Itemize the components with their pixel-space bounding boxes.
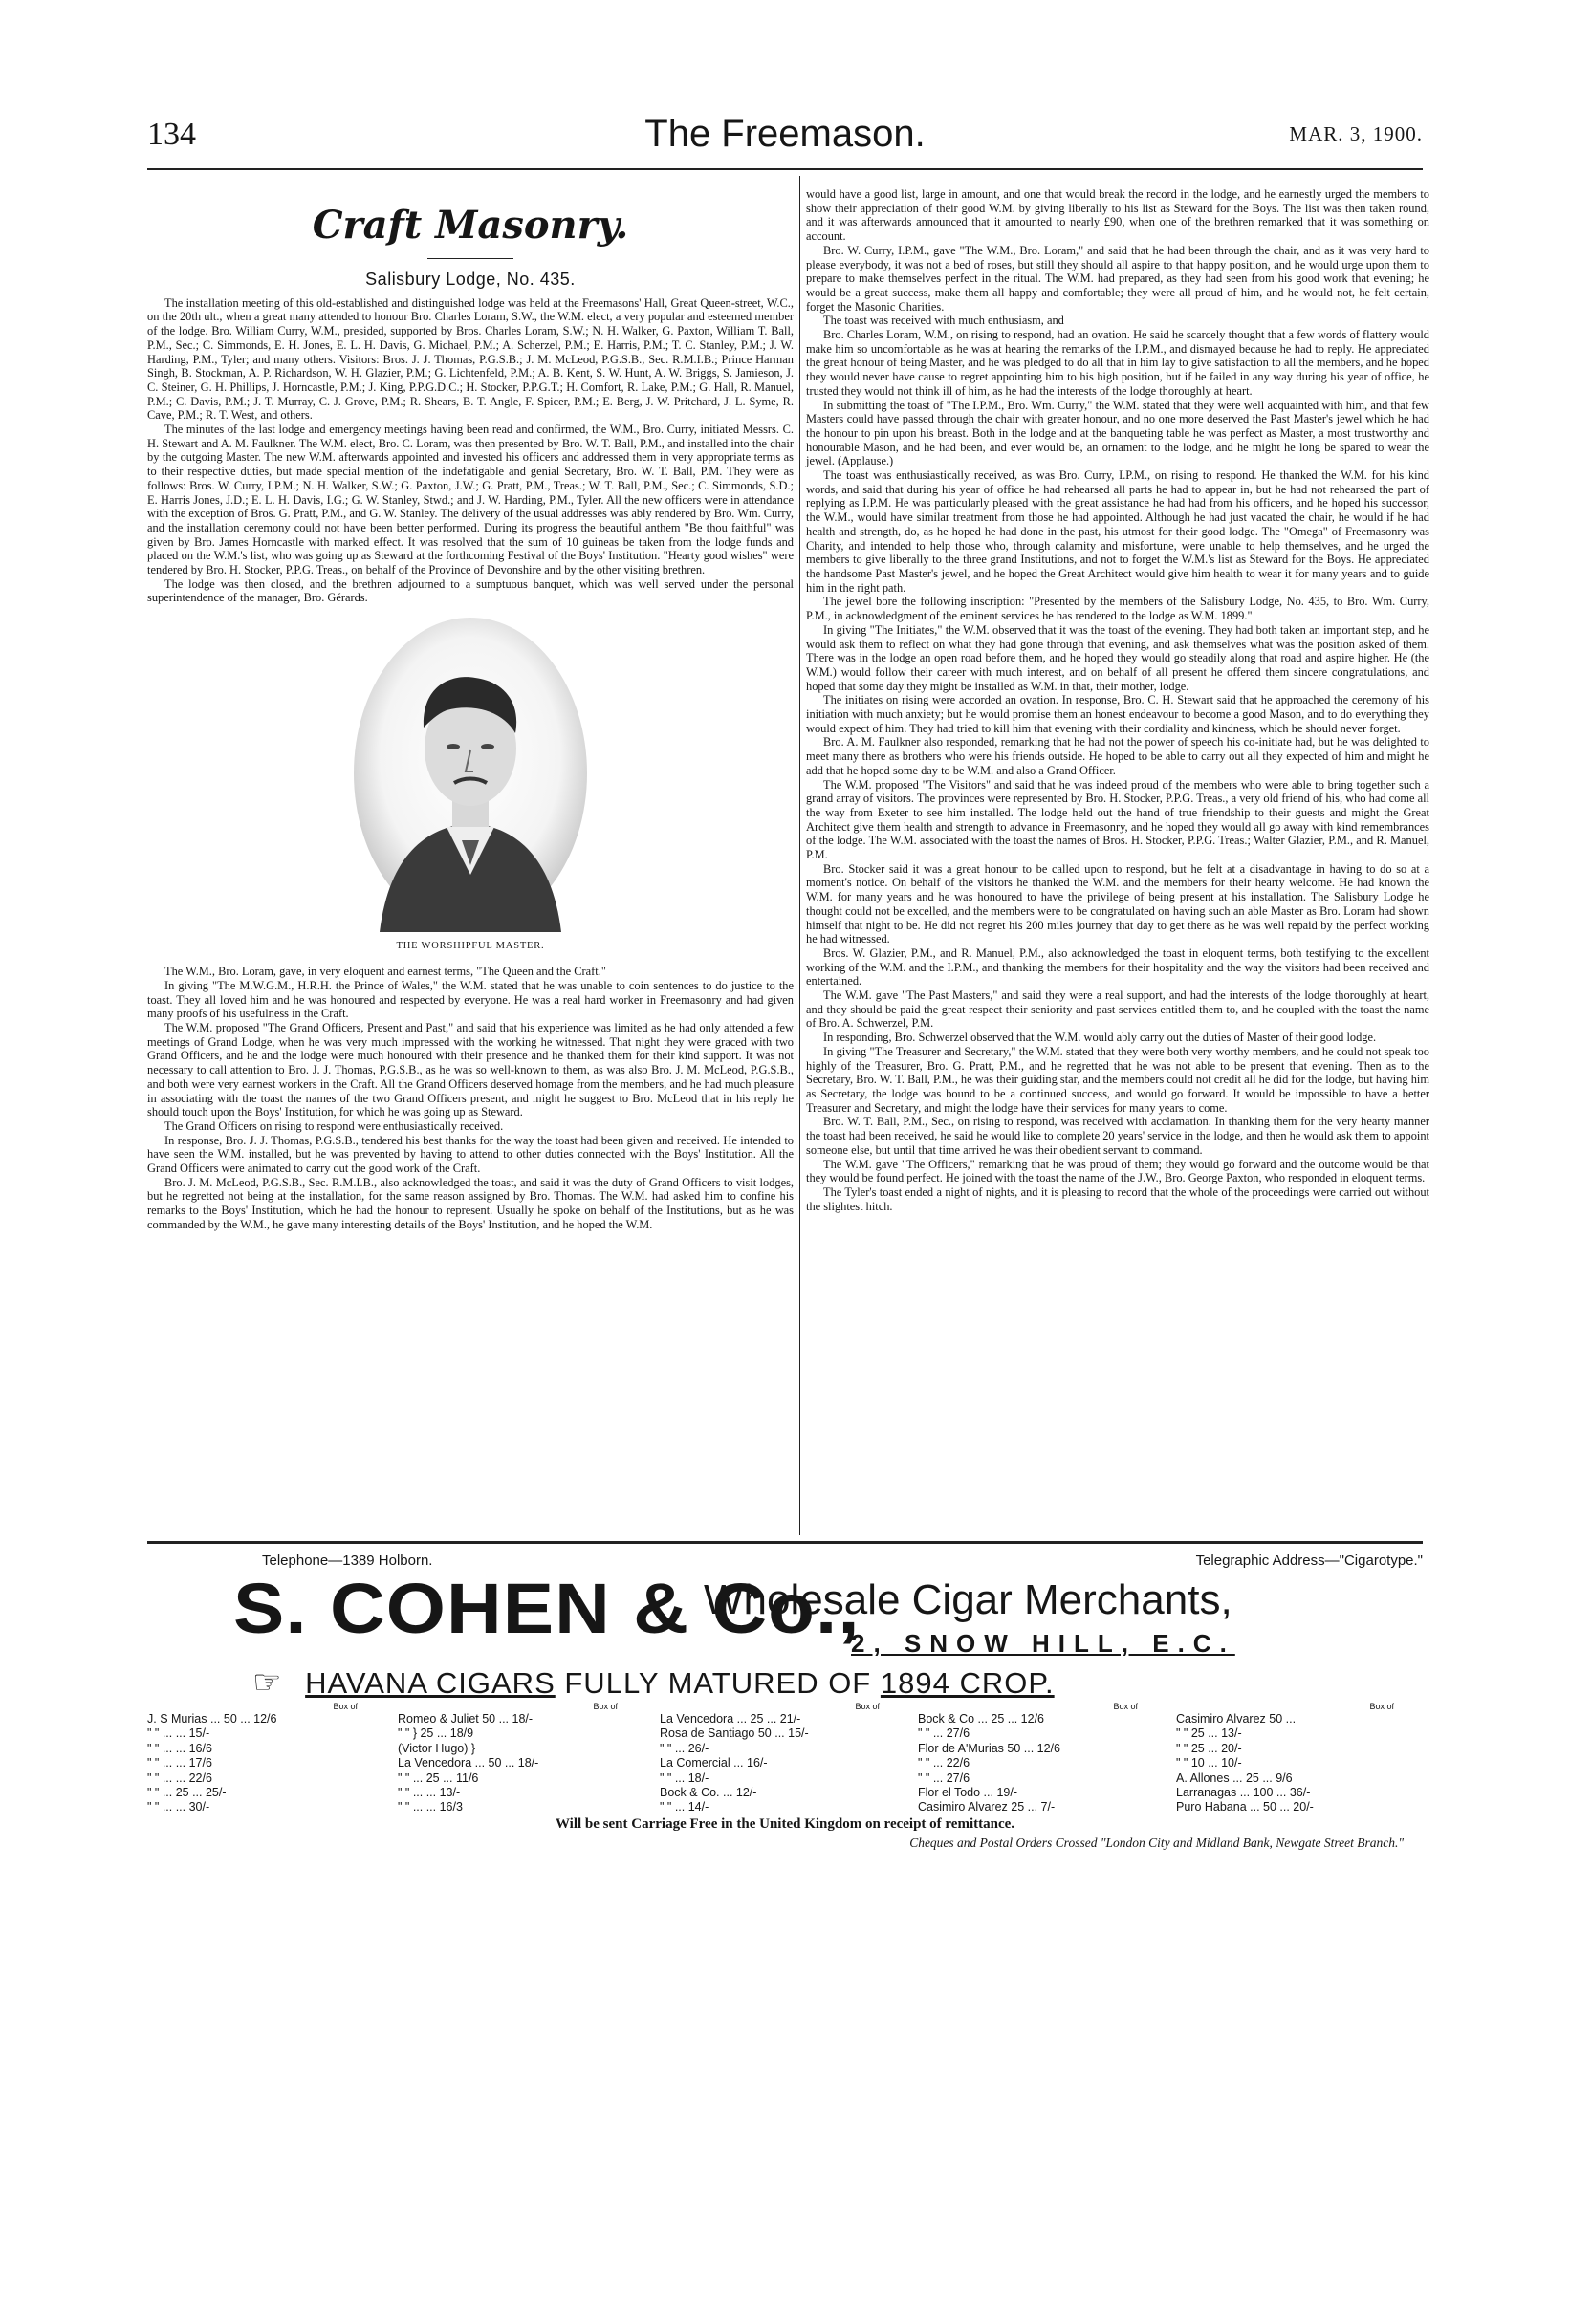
newspaper-title: The Freemason. bbox=[644, 113, 926, 155]
price-row: " " ... 14/- bbox=[660, 1800, 709, 1814]
price-row: " " ... 25 ... 11/6 bbox=[398, 1770, 479, 1785]
company-tagline: Wholesale Cigar Merchants, bbox=[704, 1576, 1232, 1623]
article-paragraph: The Tyler's toast ended a night of nights, and it is pleasing to record that the whole of the proceedings were carried out without the slightest hitch. bbox=[806, 1184, 1429, 1213]
price-column bbox=[1176, 1702, 1423, 1815]
lodge-heading: Salisbury Lodge, No. 435. bbox=[365, 270, 576, 289]
column-divider bbox=[799, 176, 800, 1535]
price-row: " " 25 ... 20/- bbox=[1176, 1741, 1242, 1755]
article-paragraph: The installation meeting of this old-established and distinguished lodge was held at the Freemasons' Hall, Great Queen-street, W.C., on the 20th ult., when a great many attended to honour Bro. Charles Loram, S.W., the W.M. elect, a very popular and esteemed member of the lodge. Bro. William Curry, W.M., presided, supported by Bros. Charles Loram, S.W.; N. H. Walker, G. Paxton, William T. Ball, P.M., Sec.; C. Simmonds, E. H. Jones, E. L. H. Davis, G. Michael, P.M.; A. Scherzel, P.M.; E. Harris, P.M.; T. C. Stanley, P.M.; J. W. Harding, P.M., Tyler; and many others. Visitors: Bros. J. J. Thomas, P.G.S.B.; J. M. McLeod, P.G.S.B., Sec. R.M.I.B.; Prince Harman Singh, B. Stockman, A. P. Richardson, W. H. Glazier, P.M.; G. Lichtenfeld, P.M.; A. B. Kent, S. W. Hunt, A. W. Briggs, S. Jamieson, J. C. Steiner, G. H. Phillips, J. Horncastle, P.M.; J. King, P.P.G.D.C.; H. Stocker, P.P.G.T.; H. Comfort, R. Lake, P.M.; G. Hall, R. Manuel, P.M.; C. Davis, P.M.; J. T. Murray, C. J. Grove, P.M.; R. Shears, B. T. Angle, F. Spicer, P.M.; E. Berg, J. W. Pritchard, J. L. Syme, R. Cave, P.M.; R. T. West, and others. bbox=[147, 295, 794, 423]
price-row: Bock & Co ... 25 ... 12/6 bbox=[918, 1712, 1045, 1726]
company-name: S. COHEN & Co., bbox=[233, 1569, 861, 1648]
price-row: Casimiro Alvarez 50 ... bbox=[1176, 1712, 1297, 1726]
telegraphic-address: Telegraphic Address—"Cigarotype." bbox=[1195, 1553, 1423, 1569]
price-row: (Victor Hugo) } bbox=[398, 1741, 476, 1755]
article-paragraph: In response, Bro. J. J. Thomas, P.G.S.B., tendered his best thanks for the way the toast had been given and received. He intended to have seen the W.M. installed, but he was prevented by having to attend to other duties connected with the Boys' Institution. All the Grand Officers were animated to carry out the good work of the Craft. bbox=[147, 1133, 794, 1176]
article-paragraph: The toast was enthusiastically received, as was Bro. Curry, I.P.M., on rising to respond. He thanked the W.M. for his kind words, and said that during his year of office he had rehearsed all parts he had to appear in, but he had not rehearsed the part of replying as I.P.M. He was particularly pleased with the great assistance he had had from his officers, and he hoped his successor, the W.M., would have similar treatment from those he had appointed. Although he had just vacated the chair, he would if he had health and strength, do, as he hoped he had done in the past, his utmost for their good lodge. The "Omega" of Freemasonry was Charity, and intended to help those who, through calamity and misfortune, were unable to help themselves, and he urged the members to give liberally to the three grand Institutions, and not to forget the W.M.'s list as Steward for the Boys. He appreciated the handsome Past Master's jewel, and he hoped the Great Architect would give him health to wear it for many years and to guide him in the right path. bbox=[806, 468, 1429, 595]
price-row: Romeo & Juliet 50 ... 18/- bbox=[398, 1712, 534, 1726]
havana-headline bbox=[252, 1663, 1055, 1702]
price-row: Puro Habana ... 50 ... 20/- bbox=[1176, 1800, 1314, 1814]
article-paragraph: In giving "The M.W.G.M., H.R.H. the Prince of Wales," the W.M. stated that he was unable to coin sentences to do justice to the toast. They all loved him and he was honoured and respected by everyone. He was a real hard worker in Freemasonry and had given many proofs of his usefulness in the Craft. bbox=[147, 978, 794, 1021]
price-row: " " 10 ... 10/- bbox=[1176, 1756, 1242, 1770]
advert-top-rule bbox=[147, 1541, 1423, 1544]
price-row: " " ... 27/6 bbox=[918, 1770, 970, 1785]
price-row: La Vencedora ... 50 ... 18/- bbox=[398, 1756, 539, 1770]
price-row: Casimiro Alvarez 25 ... 7/- bbox=[918, 1800, 1056, 1814]
article-paragraph: Bro. W. Curry, I.P.M., gave "The W.M., Bro. Loram," and said that he had been through the chair, and as it was very hard to please everybody, it was not a bed of roses, but still they should all aspire to that happy position, and he would urge upon them to prepare to make themselves perfect in the ritual. The W.M. had prepared, as they had seen from his good work that evening; he would be a great success, make them all happy and comfortable; they were all proud of him, and he would not, he felt certain, forget the Masonic Charities. bbox=[806, 243, 1429, 314]
portrait-caption: THE WORSHIPFUL MASTER. bbox=[396, 941, 545, 952]
article-paragraph: In responding, Bro. Schwerzel observed that the W.M. would ably carry out the duties of Master of their good lodge. bbox=[823, 1031, 1377, 1045]
article-paragraph: Bros. W. Glazier, P.M., and R. Manuel, P.M., also acknowledged the toast in eloquent terms, both testifying to the excellent working of the W.M. and the I.P.M., and thanking the members for their hospitality and the way the visitors had been received and entertained. bbox=[806, 945, 1429, 988]
page-number: 134 bbox=[147, 117, 196, 152]
price-row: J. S Murias ... 50 ... 12/6 bbox=[147, 1712, 277, 1726]
section-title: Craft Masonry. bbox=[312, 203, 629, 248]
issue-date: MAR. 3, 1900. bbox=[1289, 122, 1423, 145]
price-column bbox=[398, 1702, 646, 1815]
article-paragraph: Bro. Charles Loram, W.M., on rising to respond, had an ovation. He said he scarcely thought that a few words of flattery would make him so uncomfortable as he was at hearing the remarks of the I.P.M., and dismayed because he had to reply. He appreciated the great honour of being Master, and he was pledged to do all that in him lay to give satisfaction to all the members, and he hoped they would never have cause to regret appointing him to his high position, but if he failed in any way during his year of office, he trusted they would not think ill of him, as he had the interests of the lodge thoroughly at heart. bbox=[806, 328, 1429, 398]
article-paragraph: Bro. J. M. McLeod, P.G.S.B., Sec. R.M.I.B., also acknowledged the toast, and said it was the duty of Grand Officers to visit lodges, but he regretted not being at the installation, for the same reason assigned by Bro. Thomas. The W.M. had asked him to confine his remarks to the Boys' Institution, which he had the honour to represent. Usually he spoke on behalf of the Institutions, but as he was commanded by the W.M., he gave many interesting details of the Boys' Institution, and he hoped the W.M. bbox=[147, 1175, 794, 1231]
price-row: Bock & Co. ... 12/- bbox=[660, 1785, 757, 1799]
price-row: A. Allones ... 25 ... 9/6 bbox=[1176, 1770, 1293, 1785]
carriage-note: Will be sent Carriage Free in the United Kingdom on receipt of remittance. bbox=[555, 1816, 1015, 1832]
havana-rest: FULLY MATURED OF bbox=[564, 1666, 872, 1700]
box-of-label: Box of bbox=[1113, 1702, 1138, 1711]
price-column bbox=[660, 1702, 908, 1815]
masthead bbox=[147, 113, 1423, 155]
price-row: " " ... ... 22/6 bbox=[147, 1770, 212, 1785]
price-row: Flor el Todo ... 19/- bbox=[918, 1785, 1017, 1799]
article-paragraph: The minutes of the last lodge and emergency meetings having been read and confirmed, the W.M., Bro. Curry, initiated Messrs. C. H. Stewart and A. M. Faulkner. The W.M. elect, Bro. C. Loram, was then presented by Bro. W. T. Ball, P.M., and installed into the chair by the outgoing Master. The new W.M. afterwards appointed and invested his officers and addressed them in very appropriate terms as to their respective duties, but made special mention of the indefatigable and genial Secretary, Bro. W. T. Ball, P.M. They were as follows: Bros. W. Curry, I.P.M.; N. H. Walker, S.W.; G. Paxton, J.W.; G. Pratt, P.M., Treas.; W. T. Ball, P.M., Sec.; C. Simmonds, S.D.; E. Harris Jones, J.D.; E. L. H. Davis, I.G.; G. W. Stanley, Stwd.; and J. W. Harding, P.M., Tyler. All the new officers were in attendance with the exception of Bros. G. Pratt, P.M., and G. W. Stanley. The delivery of the usual addresses was ably rendered by Bro. Wm. Curry, and the installation ceremony could not have been better performed. During its progress the beautiful anthem "Be thou faithful" was given by Bro. James Horncastle with marked effect. It was resolved that the sum of 10 guineas be taken from the lodge funds and placed on the W.M.'s list, who was going up as Steward at the forthcoming Festival of the Boys' Institution. "Hearty good wishes" were tendered by Bro. H. Stocker, P.P.G. Treas., on behalf of the Province of Devonshire and by the other visiting brethren. bbox=[147, 423, 794, 577]
article-paragraph: In giving "The Treasurer and Secretary," the W.M. stated that they were both very worthy members, and he could not speak too highly of the Treasurer, Bro. G. Pratt, P.M., and he regretted that he was not able to be present that evening. Then as to the Secretary, Bro. W. T. Ball, P.M., he was their guiding star, and the members could not credit all he did for the lodge, but having him as Secretary, the lodge was bound to be a continued success, and would go forward. It would be impossible to have a better Treasurer and Secretary, and might the lodge have their services for many years to come. bbox=[806, 1044, 1429, 1115]
price-row: Rosa de Santiago 50 ... 15/- bbox=[660, 1727, 809, 1741]
article-paragraph: Bro. W. T. Ball, P.M., Sec., on rising to respond, was received with acclamation. In thanking them for the very hearty manner the toast had been received, he said he would like to complete 20 years' service in the lodge, and then he would ask them to appoint someone else, but until that time arrived he was their obedient servant to command. bbox=[806, 1115, 1429, 1157]
title-rule bbox=[427, 258, 513, 259]
article-paragraph: The Grand Officers on rising to respond were enthusiastically received. bbox=[164, 1119, 504, 1133]
price-row: " " ... 25 ... 25/- bbox=[147, 1785, 227, 1799]
price-row: Larranagas ... 100 ... 36/- bbox=[1176, 1785, 1311, 1799]
article-paragraph: In giving "The Initiates," the W.M. observed that it was the toast of the evening. They had both taken an important step, and he would ask them to reflect on what they had gone through that evening, and ask themselves what was the position asked of them. There was in the lodge an open road before them, and he hoped they would go steadily along that road and aspire higher. He (the W.M.) would follow their career with much interest, and on behalf of all present he offered them sincere congratulations, and hoped that some day they might be installed as W.M. in that, their mother, lodge. bbox=[806, 622, 1429, 693]
telephone-line: Telephone—1389 Holborn. bbox=[262, 1553, 433, 1569]
price-row: Flor de A'Murias 50 ... 12/6 bbox=[918, 1741, 1060, 1755]
cigar-advertisement bbox=[147, 1547, 1423, 1850]
price-row: " " } 25 ... 18/9 bbox=[398, 1727, 474, 1741]
article-paragraph: Bro. Stocker said it was a great honour to be called upon to respond, but he felt at a disadvantage in having to do so at a moment's notice. On behalf of the visitors he thanked the W.M. and the members for their hearty welcome. He had known the W.M. for many years and he was honoured to have the privilege of being present at his installation. The Salisbury Lodge he thought could not be excelled, and the members were to be congratulated on having such an able Master as Bro. Loram had shown himself that night to be. He did not regret his 200 miles journey that day to get there as he was well repaid by the perfect working he had witnessed. bbox=[806, 861, 1429, 946]
price-row: " " ... ... 16/3 bbox=[398, 1800, 463, 1814]
article-paragraph: Bro. A. M. Faulkner also responded, remarking that he had not the power of speech his co-initiate had, but he was delighted to meet many there as brothers who were his friends outside. He hoped to be able to carry out all they expected of him and might he add that he hoped some day to be W.M. and also a Grand Officer. bbox=[806, 735, 1429, 777]
article-paragraph: The W.M. gave "The Officers," remarking that he was proud of them; they would go forward and the outcome would be that they would be found perfect. He joined with the toast the name of the J.W., Bro. George Paxton, who responded in eloquent terms. bbox=[806, 1157, 1429, 1185]
price-row: " " 25 ... 13/- bbox=[1176, 1727, 1242, 1741]
worshipful-master-portrait bbox=[351, 615, 590, 932]
price-row: La Vencedora ... 25 ... 21/- bbox=[660, 1712, 801, 1726]
left-column bbox=[147, 197, 794, 1232]
article-paragraph: The W.M. proposed "The Visitors" and said that he was indeed proud of the members who were able to bring together such a grand array of visitors. The provinces were represented by Bro. H. Stocker, P.P.G. Treas., a very old friend of his, who had come all the way from Exeter to see him installed. The lodge held out the hand of true friendship to their guests and might the Great Architect give them health and strength to advance in Freemasonry, and he hoped they would all go away with kind remembrances of the lodge. The W.M. associated with the toast the names of Bros. H. Stocker, P.P.G. Treas.; Walter Glazier, P.M., and R. Manuel, P.M. bbox=[806, 777, 1429, 862]
article-paragraph: The W.M. gave "The Past Masters," and said they were a real support, and had the interests of the lodge thoroughly at heart, and they should be paid the great respect their seniority and past services entitled them to, and he coupled with the toast the name of Bro. A. Schwerzel, P.M. bbox=[806, 988, 1429, 1031]
cheques-note: Cheques and Postal Orders Crossed "London City and Midland Bank, Newgate Street Branch." bbox=[909, 1835, 1404, 1850]
price-column bbox=[147, 1702, 386, 1815]
price-row: " " ... ... 17/6 bbox=[147, 1756, 212, 1770]
price-row: La Comercial ... 16/- bbox=[660, 1756, 768, 1770]
box-of-label: Box of bbox=[1369, 1702, 1394, 1711]
price-row: " " ... ... 15/- bbox=[147, 1727, 210, 1741]
article-paragraph: In submitting the toast of "The I.P.M., Bro. Wm. Curry," the W.M. stated that they were well acquainted with him, and that few Masters could have passed through the chair with greater honour, and no one more deserved the Past Master's jewel which he had the honour to pin upon his breast. Both in the lodge and at the banqueting table he was perfect as Master, a most trustworthy and honourable Mason, and he had been, and ever would be, an ornament to the lodge, and he might he long be spared to wear the jewel. (Applause.) bbox=[806, 398, 1429, 468]
article-paragraph: The initiates on rising were accorded an ovation. In response, Bro. C. H. Stewart said that he approached the ceremony of his initiation with much anxiety; but he would promise them an honest endeavour to become a good Mason, and to do everything they would expect of him. They had tried to kill him that evening with their cordiality and kindness, which he should never forget. bbox=[806, 693, 1429, 735]
pointing-hand-icon: ☞ bbox=[252, 1664, 283, 1701]
portrait-figure bbox=[147, 615, 794, 959]
price-row: " " ... ... 30/- bbox=[147, 1800, 210, 1814]
havana-year: 1894 CROP. bbox=[880, 1666, 1055, 1700]
price-row: " " ... 27/6 bbox=[918, 1727, 970, 1741]
box-of-label: Box of bbox=[333, 1702, 358, 1711]
price-row: " " ... ... 13/- bbox=[398, 1785, 461, 1799]
price-row: " " ... ... 16/6 bbox=[147, 1741, 212, 1755]
article-paragraph: The toast was received with much enthusiasm, and bbox=[823, 314, 1064, 328]
price-row: " " ... 26/- bbox=[660, 1741, 709, 1755]
box-of-label: Box of bbox=[593, 1702, 618, 1711]
havana-lead: HAVANA CIGARS bbox=[305, 1666, 556, 1700]
masthead-rule bbox=[147, 168, 1423, 170]
article-paragraph: The lodge was then closed, and the brethren adjourned to a sumptuous banquet, which was well served under the personal superintendence of the manager, Bro. Gérards. bbox=[147, 576, 794, 605]
price-row: " " ... 18/- bbox=[660, 1770, 709, 1785]
company-address: 2, SNOW HILL, E.C. bbox=[851, 1629, 1235, 1658]
right-column bbox=[806, 187, 1429, 1213]
article-paragraph: The W.M. proposed "The Grand Officers, Present and Past," and said that his experience was limited as he had only attended a few meetings of Grand Lodge, when he was very much impressed with the working he witnessed. That night they were graced with two Grand Officers, and he and the lodge were much honoured with their presence and he thanked them for their kind support. It was not necessary to call attention to Bro. J. J. Thomas, P.G.S.B., as he was so well-known to them, as was also Bro. J. M. McLeod, P.G.S.B., and both were very earnest workers in the Craft. All the Grand Officers deserved homage from the members, and he had much pleasure in associating with the toast the names of the two Grand Officers present, and might he suggest to Bro. McLeod that in his reply he should touch upon the Boys' Institution, for which he was going up as Steward. bbox=[147, 1020, 794, 1119]
article-paragraph: The W.M., Bro. Loram, gave, in very eloquent and earnest terms, "The Queen and the Craft." bbox=[164, 965, 606, 979]
price-row: " " ... 22/6 bbox=[918, 1756, 970, 1770]
price-column bbox=[918, 1702, 1167, 1815]
box-of-label: Box of bbox=[855, 1702, 880, 1711]
article-paragraph: would have a good list, large in amount, and one that would break the record in the lodge, and he earnestly urged the members to show their appreciation of their good W.M. by giving liberally to his list as Steward for the Boys. The list was then taken round, and it was afterwards announced that it amounted to nearly £90, when one of the brethren remarked that it was something on account. bbox=[806, 187, 1429, 244]
article-paragraph: The jewel bore the following inscription: "Presented by the members of the Salisbury Lodge, No. 435, to Bro. Wm. Curry, P.M., in acknowledgment of the eminent services he has rendered to the lodge as W.M. 1899." bbox=[806, 595, 1429, 623]
